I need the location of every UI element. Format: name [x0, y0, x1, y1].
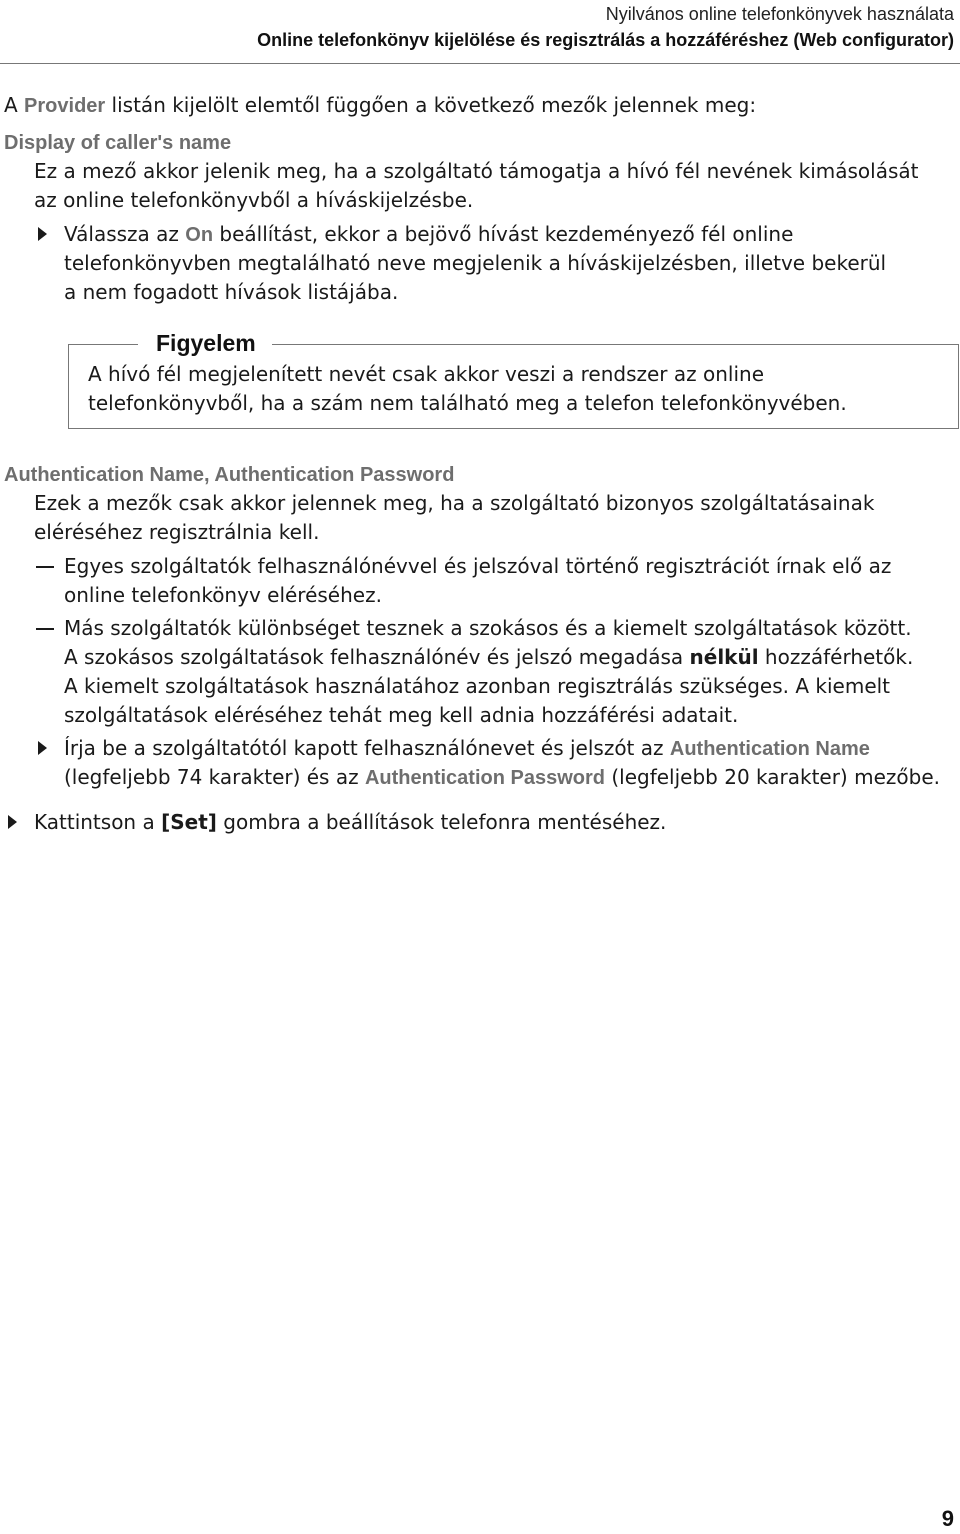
note-box-top-left [68, 344, 138, 345]
step-arrow-icon [38, 741, 47, 755]
auth-dash2-line1: Más szolgáltatók különbséget tesznek a szokásos és a kiemelt szolgáltatások között. [64, 616, 912, 640]
step-term-on: On [185, 224, 214, 246]
page-number: 9 [941, 1506, 954, 1531]
display-caller-step-line1 [64, 220, 793, 250]
auth-text-line1: Ezek a mezők csak akkor jelennek meg, ha a szolgáltató bizonyos szolgáltatásainak [34, 491, 875, 515]
section-title: Online telefonkönyv kijelölése és regisztrálás a hozzáféréshez (Web configurator) [257, 30, 954, 50]
note-text-line2: telefonkönyvből, ha a szám nem található meg a telefon telefonkönyvében. [88, 391, 847, 415]
display-caller-step-line3: a nem fogadott hívások listájába. [64, 280, 399, 304]
auth-dash2-line2 [64, 643, 913, 672]
intro-pre: A [4, 93, 25, 117]
chapter-title: Nyilvános online telefonkönyvek használata [605, 4, 954, 24]
auth-text-line2: eléréséhez regisztrálnia kell. [34, 520, 320, 544]
dash2-post: hozzáférhetők. [758, 645, 914, 669]
note-text-line1: A hívó fél megjelenített nevét csak akkor veszi a rendszer az online [88, 362, 765, 386]
auth-dash2-line3: A kiemelt szolgáltatások használatához azonban regisztrálás szükséges. A kiemelt [64, 674, 891, 698]
auth-dash1-line2: online telefonkönyv eléréséhez. [64, 583, 382, 607]
step-post: beállítást, ekkor a bejövő hívást kezdeményező fél online [213, 222, 794, 246]
auth-heading: Authentication Name, Authentication Password [4, 464, 455, 486]
header-divider [0, 63, 960, 64]
auth-step-mid-post: (legfeljebb 20 karakter) mezőbe. [604, 765, 940, 789]
step-pre: Válassza az [64, 222, 186, 246]
dash-bullet-icon [36, 566, 54, 568]
dash2-pre: A szokásos szolgáltatások felhasználónév és jelszó megadása [64, 645, 690, 669]
step-arrow-icon [38, 227, 47, 241]
display-caller-heading: Display of caller's name [4, 132, 232, 154]
display-caller-text-line1: Ez a mező akkor jelenik meg, ha a szolgáltató támogatja a hívó fél nevének kimásolását [34, 159, 919, 183]
auth-step-line1 [64, 734, 870, 764]
final-pre: Kattintson a [34, 810, 162, 834]
auth-step-term-name: Authentication Name [669, 738, 870, 760]
dash2-bold: nélkül [689, 645, 759, 669]
dash-bullet-icon [36, 628, 54, 630]
display-caller-step-line2: telefonkönyvben megtalálható neve megjelenik a híváskijelzésben, illetve bekerül [64, 251, 887, 275]
final-step [34, 808, 666, 837]
auth-dash1-line1: Egyes szolgáltatók felhasználónévvel és jelszóval történő regisztrációt írnak elő az [64, 554, 892, 578]
final-post: gombra a beállítások telefonra mentéséhez. [216, 810, 667, 834]
intro-post: listán kijelölt elemtől függően a következő mezők jelennek meg: [105, 93, 757, 117]
intro-term-provider: Provider [24, 95, 106, 117]
auth-step-pre: Írja be a szolgáltatótól kapott felhasználónevet és jelszót az [64, 736, 670, 760]
intro-paragraph [4, 91, 756, 121]
auth-step-term-password: Authentication Password [364, 767, 605, 789]
auth-step-mid-pre: (legfeljebb 74 karakter) és az [64, 765, 365, 789]
note-box-top-right [272, 344, 958, 345]
final-set-label: [Set] [161, 810, 217, 834]
auth-dash2-line4: szolgáltatások eléréséhez tehát meg kell adnia hozzáférési adatait. [64, 703, 739, 727]
step-arrow-icon [8, 815, 17, 829]
display-caller-text-line2: az online telefonkönyvből a híváskijelzésbe. [34, 188, 474, 212]
auth-step-line2 [64, 763, 940, 793]
note-title: Figyelem [156, 330, 256, 356]
